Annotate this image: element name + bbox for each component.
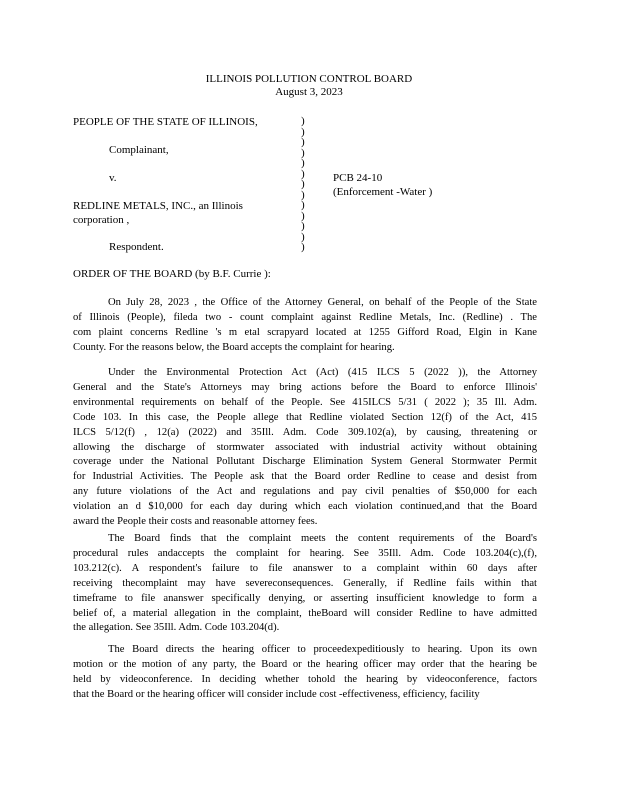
paragraph-2 (73, 366, 537, 530)
paragraph-line: any future violations of the Act and regulations and pay civil penalties of $50,000 for each (73, 486, 537, 498)
caption-paren: ) (301, 167, 305, 180)
order-date: August 3, 2023 (275, 86, 343, 98)
paragraph-line: County. For the reasons below, the Board accepts the complaint for hearing. (73, 341, 395, 353)
paragraph-line: On July 28, 2023 , the Office of the Attorney General, on behalf of the People of the State (108, 297, 537, 308)
paragraph-line: violation an d $10,000 for each day during which each violation continued,and that the Board (73, 501, 537, 513)
paragraph-line: that the Board or the hearing officer will consider include cost -effectiveness, efficiency, facility (73, 688, 480, 700)
caption-paren: ) (301, 188, 305, 201)
paragraph-line: receiving thecomplaint may have severeconsequences. Generally, if Redline fails within that (73, 577, 537, 589)
paragraph-line: Under the Environmental Protection Act (Act) (415 ILCS 5 (2022 )), the Attorney (108, 367, 537, 378)
paragraph-line: the allegation. See 35Ill. Adm. Code 103.204(d). (73, 622, 280, 634)
order-heading: ORDER OF THE BOARD (by B.F. Currie ): (73, 268, 271, 280)
caption-paren: ) (301, 157, 305, 169)
paragraph-line: environmental requirements on behalf of the People. See 415ILCS 5/31 ( 2022 ); 35 Ill. Adm. (73, 396, 537, 408)
case-number: PCB 24-10 (333, 172, 383, 184)
defendant-name: REDLINE METALS, INC., an Illinois (73, 200, 243, 212)
paragraph-line: ILCS 5/12(f) , 12(a) (2022) and 35Ill. Adm. Code 309.102(a), by causing, threatening or (73, 426, 537, 438)
caption-paren: ) (301, 125, 305, 138)
caption-paren: ) (301, 241, 305, 253)
plaintiff-role: Complainant, (109, 144, 169, 156)
defendant-role: Respondent. (109, 241, 164, 253)
paragraph-line: The Board finds that the complaint meets the content requirements of the Board's (108, 533, 537, 544)
paragraph-line: belief of, a material allegation in the complaint, theBoard will consider Redline to have admitted (73, 607, 537, 619)
paragraph-line: of Illinois (People), fileda two - count complaint against Redline Metals, Inc. (Redline) . The (73, 311, 537, 323)
paragraph-line: motion or the motion of any party, the Board or the hearing officer may order that the hearing be (73, 658, 537, 670)
plaintiff-name: PEOPLE OF THE STATE OF ILLINOIS, (73, 116, 258, 128)
defendant-corporation: corporation , (73, 214, 130, 226)
caption-paren: ) (301, 178, 305, 190)
paragraph-4 (73, 643, 537, 703)
caption-paren: ) (301, 136, 305, 148)
paragraph-line: allowing the discharge of stormwater associated with industrial activity without obtaining (73, 441, 537, 453)
paragraph-line: award the People their costs and reasonable attorney fees. (73, 516, 318, 528)
caption-paren: ) (301, 115, 305, 127)
paragraph-line: held by videoconference. In deciding whether tohold the hearing by videoconference, factors (73, 673, 537, 685)
paragraph-line: com plaint concerns Redline 's m etal scrapyard located at 1255 Gifford Road, Elgin in Kane (73, 326, 537, 338)
paragraph-line: 103.212(c). A respondent's failure to file ananswer to a complaint within 60 days after (73, 562, 537, 574)
caption-paren-column (301, 116, 305, 253)
paragraph-line: for Industrial Activities. The People ask that the Board order Redline to cease and desist from (73, 471, 537, 483)
paragraph-line: coverage under the National Pollutant Discharge Elimination System General Stormwater Permit (73, 456, 537, 468)
caption-paren: ) (301, 146, 305, 159)
paragraph-line: procedural rules andaccepts the complaint for hearing. See 35Ill. Adm. Code 103.204(c),(f), (73, 547, 537, 559)
agency-title: ILLINOIS POLLUTION CONTROL BOARD (205, 73, 413, 85)
paragraph-3 (73, 532, 537, 636)
paragraph-line: timeframe to file ananswer specifically denying, or asserting insufficient knowledge to form a (73, 592, 537, 604)
versus-label: v. (109, 172, 117, 184)
paragraph-line: General and the State's Attorneys may bring actions before the Board to enforce Illinois' (73, 381, 537, 393)
paragraph-line: The Board directs the hearing officer to proceedexpeditiously to hearing. Upon its own (108, 644, 537, 655)
caption-paren: ) (301, 230, 305, 243)
caption-paren: ) (301, 209, 305, 222)
paragraph-1 (73, 296, 537, 356)
caption-paren: ) (301, 199, 305, 211)
caption-paren: ) (301, 220, 305, 232)
paragraph-line: Code 103. In this case, the People allege that Redline violated Section 12(f) of the Act, 415 (73, 411, 537, 423)
case-type: (Enforcement -Water ) (333, 186, 433, 198)
